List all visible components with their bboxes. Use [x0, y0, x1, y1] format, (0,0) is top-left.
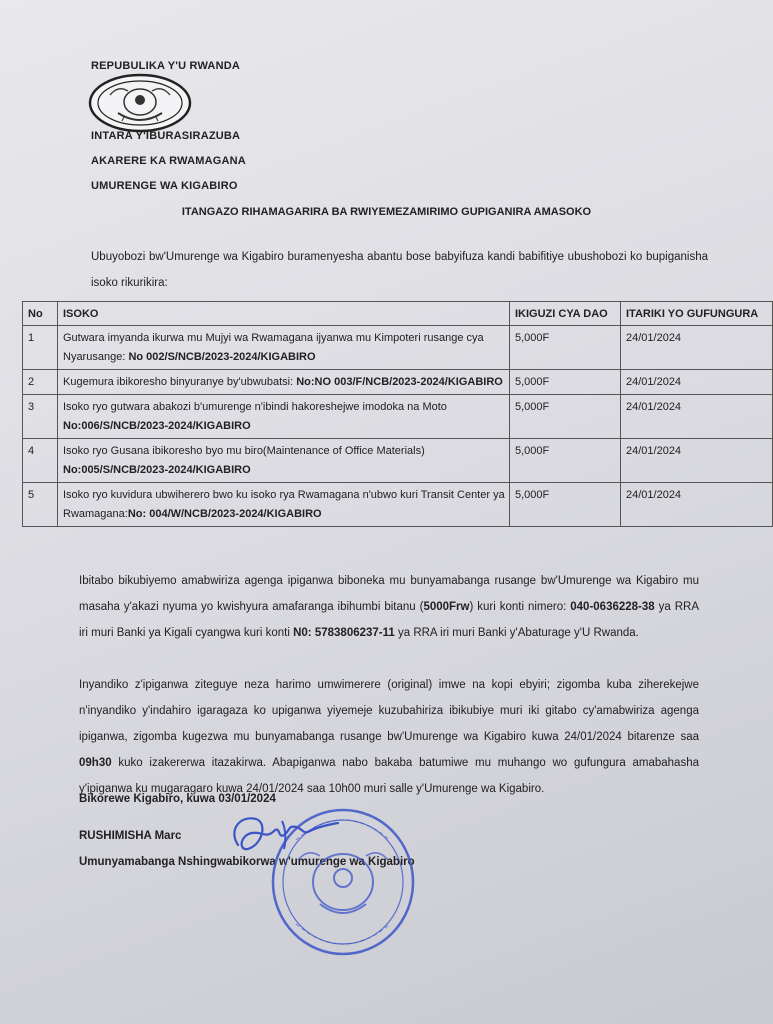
row-desc-text: Gutwara imyanda ikurwa mu Mujyi wa Rwamagana ijyanwa mu Kimpoteri rusange cya Nyarusange:: [63, 332, 484, 363]
row-date: 24/01/2024: [621, 439, 773, 483]
row-price: 5,000F: [510, 326, 621, 370]
table-row: [23, 370, 773, 395]
para1-text: ya RRA iri muri Banki ya Kigali cyangwa kuri konti: [79, 601, 700, 639]
table-header-row: [23, 302, 773, 326]
para2-text: Inyandiko z'ipiganwa ziteguye neza harimo umwimerere (original) imwe na kopi ebyiri; zigomba kuba ziherekejwe n'inyandiko y'indahiro igaragaza ko upiganwa yiyemeje kuzubahiriza ibikubiye muri iki gitabo cy'amabwiriza agenga ipiganwa, zigomba kugezwa mu bunyamabanga rusange bw'Umurenge wa Kigabiro kuwa 24/01/2024 bitarenze saa: [79, 679, 699, 743]
row-date: 24/01/2024: [621, 483, 773, 527]
account-number-bk: 040-0636228-38: [570, 601, 655, 613]
row-reference: No:005/S/NCB/2023-2024/KIGABIRO: [63, 464, 251, 476]
row-date: 24/01/2024: [621, 395, 773, 439]
row-price: 5,000F: [510, 395, 621, 439]
table-row: [23, 326, 773, 370]
row-no: 2: [23, 370, 58, 395]
signatory-name: RUSHIMISHA Marc: [79, 830, 182, 842]
para2-text: kuko izakererwa itazakirwa. Abapiganwa nabo bakaba batumiwe mu muhango wo gufungura amabahasha y'ipiganwa ku mugaragaro kuwa 24/01/2024 saa 10h00 muri salle y'Umurenge wa Kigabiro.: [79, 757, 699, 795]
row-desc-text: Isoko ryo Gusana ibikoresho byo mu biro(Maintenance of Office Materials): [63, 445, 425, 457]
row-desc-text: Kugemura ibikoresho binyuranye by'ubwubatsi:: [63, 376, 297, 388]
row-price: 5,000F: [510, 483, 621, 527]
row-desc-text: Isoko ryo kuvidura ubwiherero bwo ku isoko rya Rwamagana n'ubwo kuri Transit Center ya Rwamagana:: [63, 489, 505, 520]
row-description: [58, 395, 510, 439]
row-no: 3: [23, 395, 58, 439]
fee-amount: 5000Frw: [423, 601, 470, 613]
deadline-time: 09h30: [79, 757, 112, 769]
row-no: 5: [23, 483, 58, 527]
row-description: [58, 439, 510, 483]
header-district: AKARERE KA RWAMAGANA: [91, 155, 246, 167]
payment-paragraph: [79, 568, 699, 646]
tender-table: [22, 301, 773, 527]
row-no: 4: [23, 439, 58, 483]
account-number-bpr: N0: 5783806237-11: [293, 627, 395, 639]
table-row: [23, 483, 773, 527]
row-description: [58, 326, 510, 370]
col-header-isoko: ISOKO: [58, 302, 510, 326]
table-row: [23, 395, 773, 439]
row-date: 24/01/2024: [621, 370, 773, 395]
para1-text: ) kuri konti nimero:: [469, 601, 571, 613]
table-row: [23, 439, 773, 483]
intro-paragraph: Ubuyobozi bw'Umurenge wa Kigabiro buramenyesha abantu bose babyifuza kandi babifitiye ubushobozi ko bupiganisha isoko rikurikira:: [91, 251, 708, 289]
row-description: [58, 370, 510, 395]
col-header-no: No: [23, 302, 58, 326]
official-stamp-icon: [268, 800, 418, 960]
col-header-itariki: ITARIKI YO GUFUNGURA: [621, 302, 773, 326]
row-reference: No:006/S/NCB/2023-2024/KIGABIRO: [63, 420, 251, 432]
row-price: 5,000F: [510, 439, 621, 483]
col-header-ikiguzi: IKIGUZI CYA DAO: [510, 302, 621, 326]
para1-text: ya RRA iri muri Banki y'Abaturage y'U Rwanda.: [394, 627, 639, 639]
header-province: INTARA Y'IBURASIRAZUBA: [91, 130, 241, 142]
row-price: 5,000F: [510, 370, 621, 395]
row-no: 1: [23, 326, 58, 370]
submission-paragraph: [79, 672, 699, 802]
document-title: ITANGAZO RIHAMAGARIRA BA RWIYEMEZAMIRIMO GUPIGANIRA AMASOKO: [181, 206, 592, 218]
row-date: 24/01/2024: [621, 326, 773, 370]
header-country: REPUBULIKA Y'U RWANDA: [91, 60, 241, 72]
para1-text: Ibitabo bikubiyemo amabwiriza agenga ipiganwa biboneka mu bunyamabanga rusange bw'Umurenge wa Kigabiro mu masaha y'akazi nyuma yo kwishyura amafaranga ibihumbi bitanu (: [79, 575, 699, 613]
row-reference: No: 004/W/NCB/2023-2024/KIGABIRO: [127, 508, 322, 520]
header-sector: UMURENGE WA KIGABIRO: [91, 180, 238, 192]
signatory-position: Umunyamabanga Nshingwabikorwa w'umurenge wa Kigabiro: [79, 856, 415, 868]
national-emblem-icon: [88, 73, 193, 133]
row-desc-text: Isoko ryo gutwara abakozi b'umurenge n'ibindi hakoreshejwe imodoka na Moto: [63, 401, 447, 413]
row-description: [58, 483, 510, 527]
place-date: Bikorewe Kigabiro, kuwa 03/01/2024: [79, 793, 276, 805]
row-reference: No 002/S/NCB/2023-2024/KIGABIRO: [128, 351, 316, 363]
row-reference: No:NO 003/F/NCB/2023-2024/KIGABIRO: [296, 376, 503, 388]
